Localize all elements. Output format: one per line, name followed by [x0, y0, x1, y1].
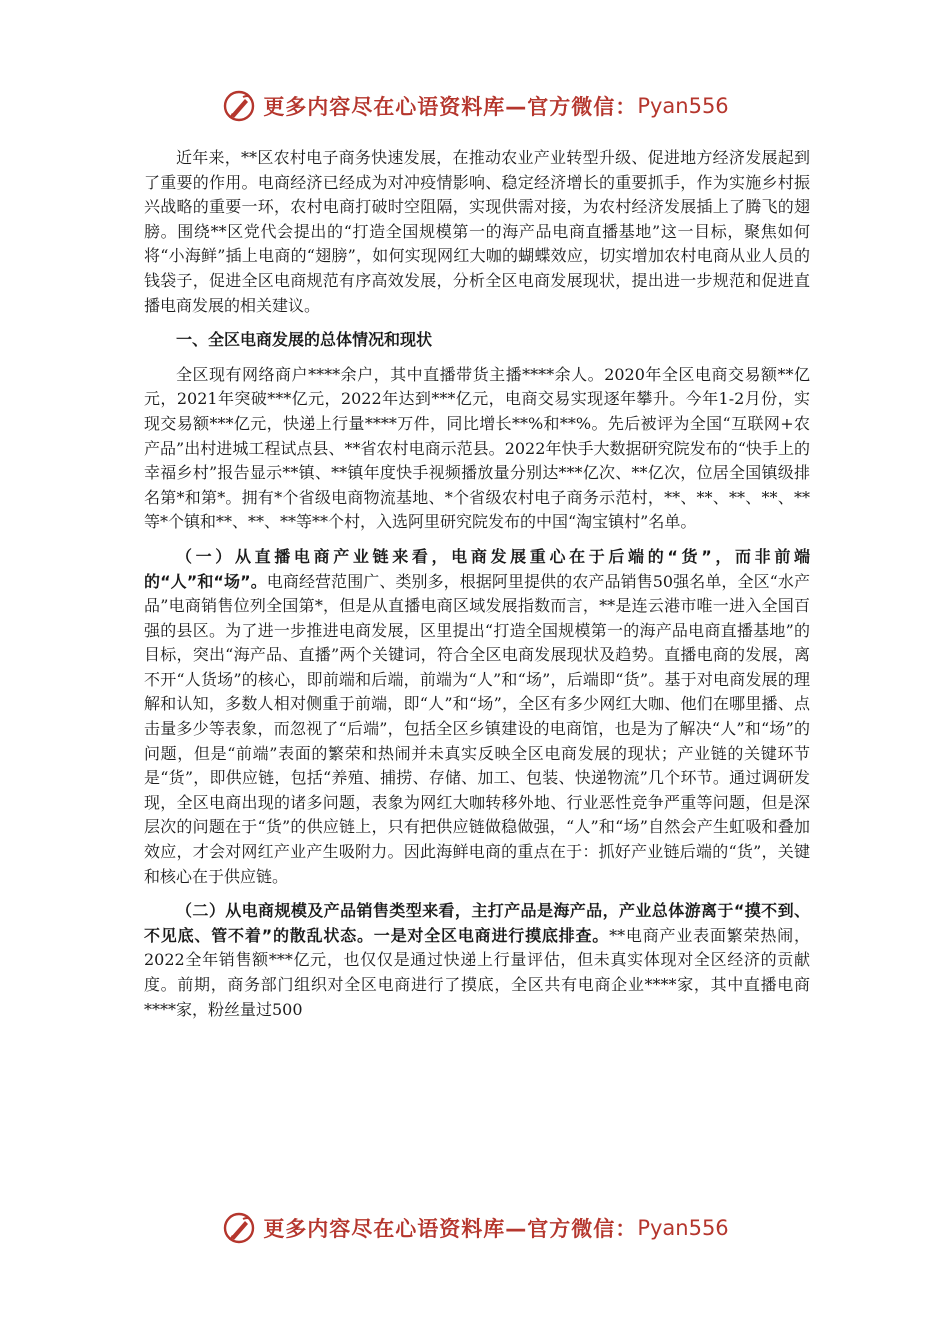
footer-banner [0, 1208, 950, 1248]
subsection-1-text: 电商经营范围广、类别多，根据阿里提供的农产品销售50强名单，全区“水产品”电商销售位列全国第*，但是从直播电商区域发展指数而言，**是连云港市唯一进入全国百强的县区。为了进一步推进电商发展，区里提出“打造全国规模第一的海产品电商直播基地”的目标，突出“海产品、直播”两个关键词，符合全区电商发展现状及趋势。直播电商的发展，离不开“人货场”的核心，即前端和后端，前端为“人”和“场”，后端即“货”。基于对电商发展的理解和认知，多数人相对侧重于前端，即“人”和“场”，全区有多少网红大咖、他们在哪里播、点击量多少等表象，而忽视了“后端”，包括全区乡镇建设的电商馆，也是为了解决“人”和“场”的问题，但是“前端”表面的繁荣和热闹并未真实反映全区电商发展的现状；产业链的关键环节是“货”，即供应链，包括“养殖、捕捞、存储、加工、包装、快递物流”几个环节。通过调研发现，全区电商出现的诸多问题，表象为网红大咖转移外地、行业恶性竞争严重等问题，但是深层次的问题在于“货”的供应链上，只有把供应链做稳做强，“人”和“场”自然会产生虹吸和叠加效应，才会对网红产业产生吸附力。因此海鲜电商的重点在于：抓好产业链后端的“货”，关键和核心在于供应链。 [144, 571, 810, 886]
document-body [144, 146, 810, 1032]
subsection-2 [144, 899, 810, 1022]
banner-text: 更多内容尽在心语资料库—官方微信： [263, 95, 638, 119]
intro-paragraph: 近年来，**区农村电子商务快速发展，在推动农业产业转型升级、促进地方经济发展起到了重要的作用。电商经济已经成为对冲疫情影响、稳定经济增长的重要抓手，作为实施乡村振兴战略的重要一环，农村电商打破时空阻隔，实现供需对接，为农村经济发展插上了腾飞的翅膀。围绕**区党代会提出的“打造全国规模第一的海产品电商直播基地”这一目标，聚焦如何将“小海鲜”插上电商的“翅膀”，如何实现网红大咖的蝴蝶效应，切实增加农村电商从业人员的钱袋子，促进全区电商规范有序高效发展，分析全区电商发展现状，提出进一步规范和促进直播电商发展的相关建议。 [144, 148, 810, 315]
subsection-2-text: **电商产业表面繁荣热闹，2022全年销售额***亿元，也仅仅是通过快递上行量评估，但未真实体现对全区经济的贡献度。前期，商务部门组织对全区电商进行了摸底，全区共有电商企业****家，其中直播电商****家，粉丝量过500 [144, 925, 810, 1019]
section-heading-1: 一、全区电商发展的总体情况和现状 [176, 330, 433, 350]
overview-paragraph: 全区现有网络商户****余户，其中直播带货主播****余人。2020年全区电商交易额**亿元，2021年突破***亿元，2022年达到***亿元，电商交易实现逐年攀升。今年1-2月份，实现交易额***亿元，快递上行量****万件，同比增长**%和**%。先后被评为全国“互联网+农产品”出村进城工程试点县、**省农村电商示范县。2022年快手大数据研究院发布的“快手上的幸福乡村”报告显示**镇、**镇年度快手视频播放量分别达***亿次、**亿次，位居全国镇级排名第*和第*。拥有*个省级电商物流基地、*个省级农村电子商务示范村，**、**、**、**、**等*个镇和**、**、**等**个村，入选阿里研究院发布的中国“淘宝镇村”名单。 [144, 364, 810, 532]
banner-text: 更多内容尽在心语资料库—官方微信： [263, 1217, 638, 1241]
subsection-2-title: （二）从电商规模及产品销售类型来看，主打产品是海产品，产业总体游离于“摸不到、不见底、管不着”的散乱状态。一是对全区电商进行摸底排查。 [144, 901, 810, 945]
header-banner [0, 86, 950, 126]
pen-logo-icon [221, 1210, 257, 1246]
subsection-1 [144, 545, 810, 889]
subsection-1-title: （一）从直播电商产业链来看，电商发展重心在于后端的“货”，而非前端的“人”和“场”。 [144, 546, 810, 591]
pen-logo-icon [221, 88, 257, 124]
banner-handle: Pyan556 [637, 94, 729, 118]
banner-handle: Pyan556 [637, 1216, 729, 1240]
